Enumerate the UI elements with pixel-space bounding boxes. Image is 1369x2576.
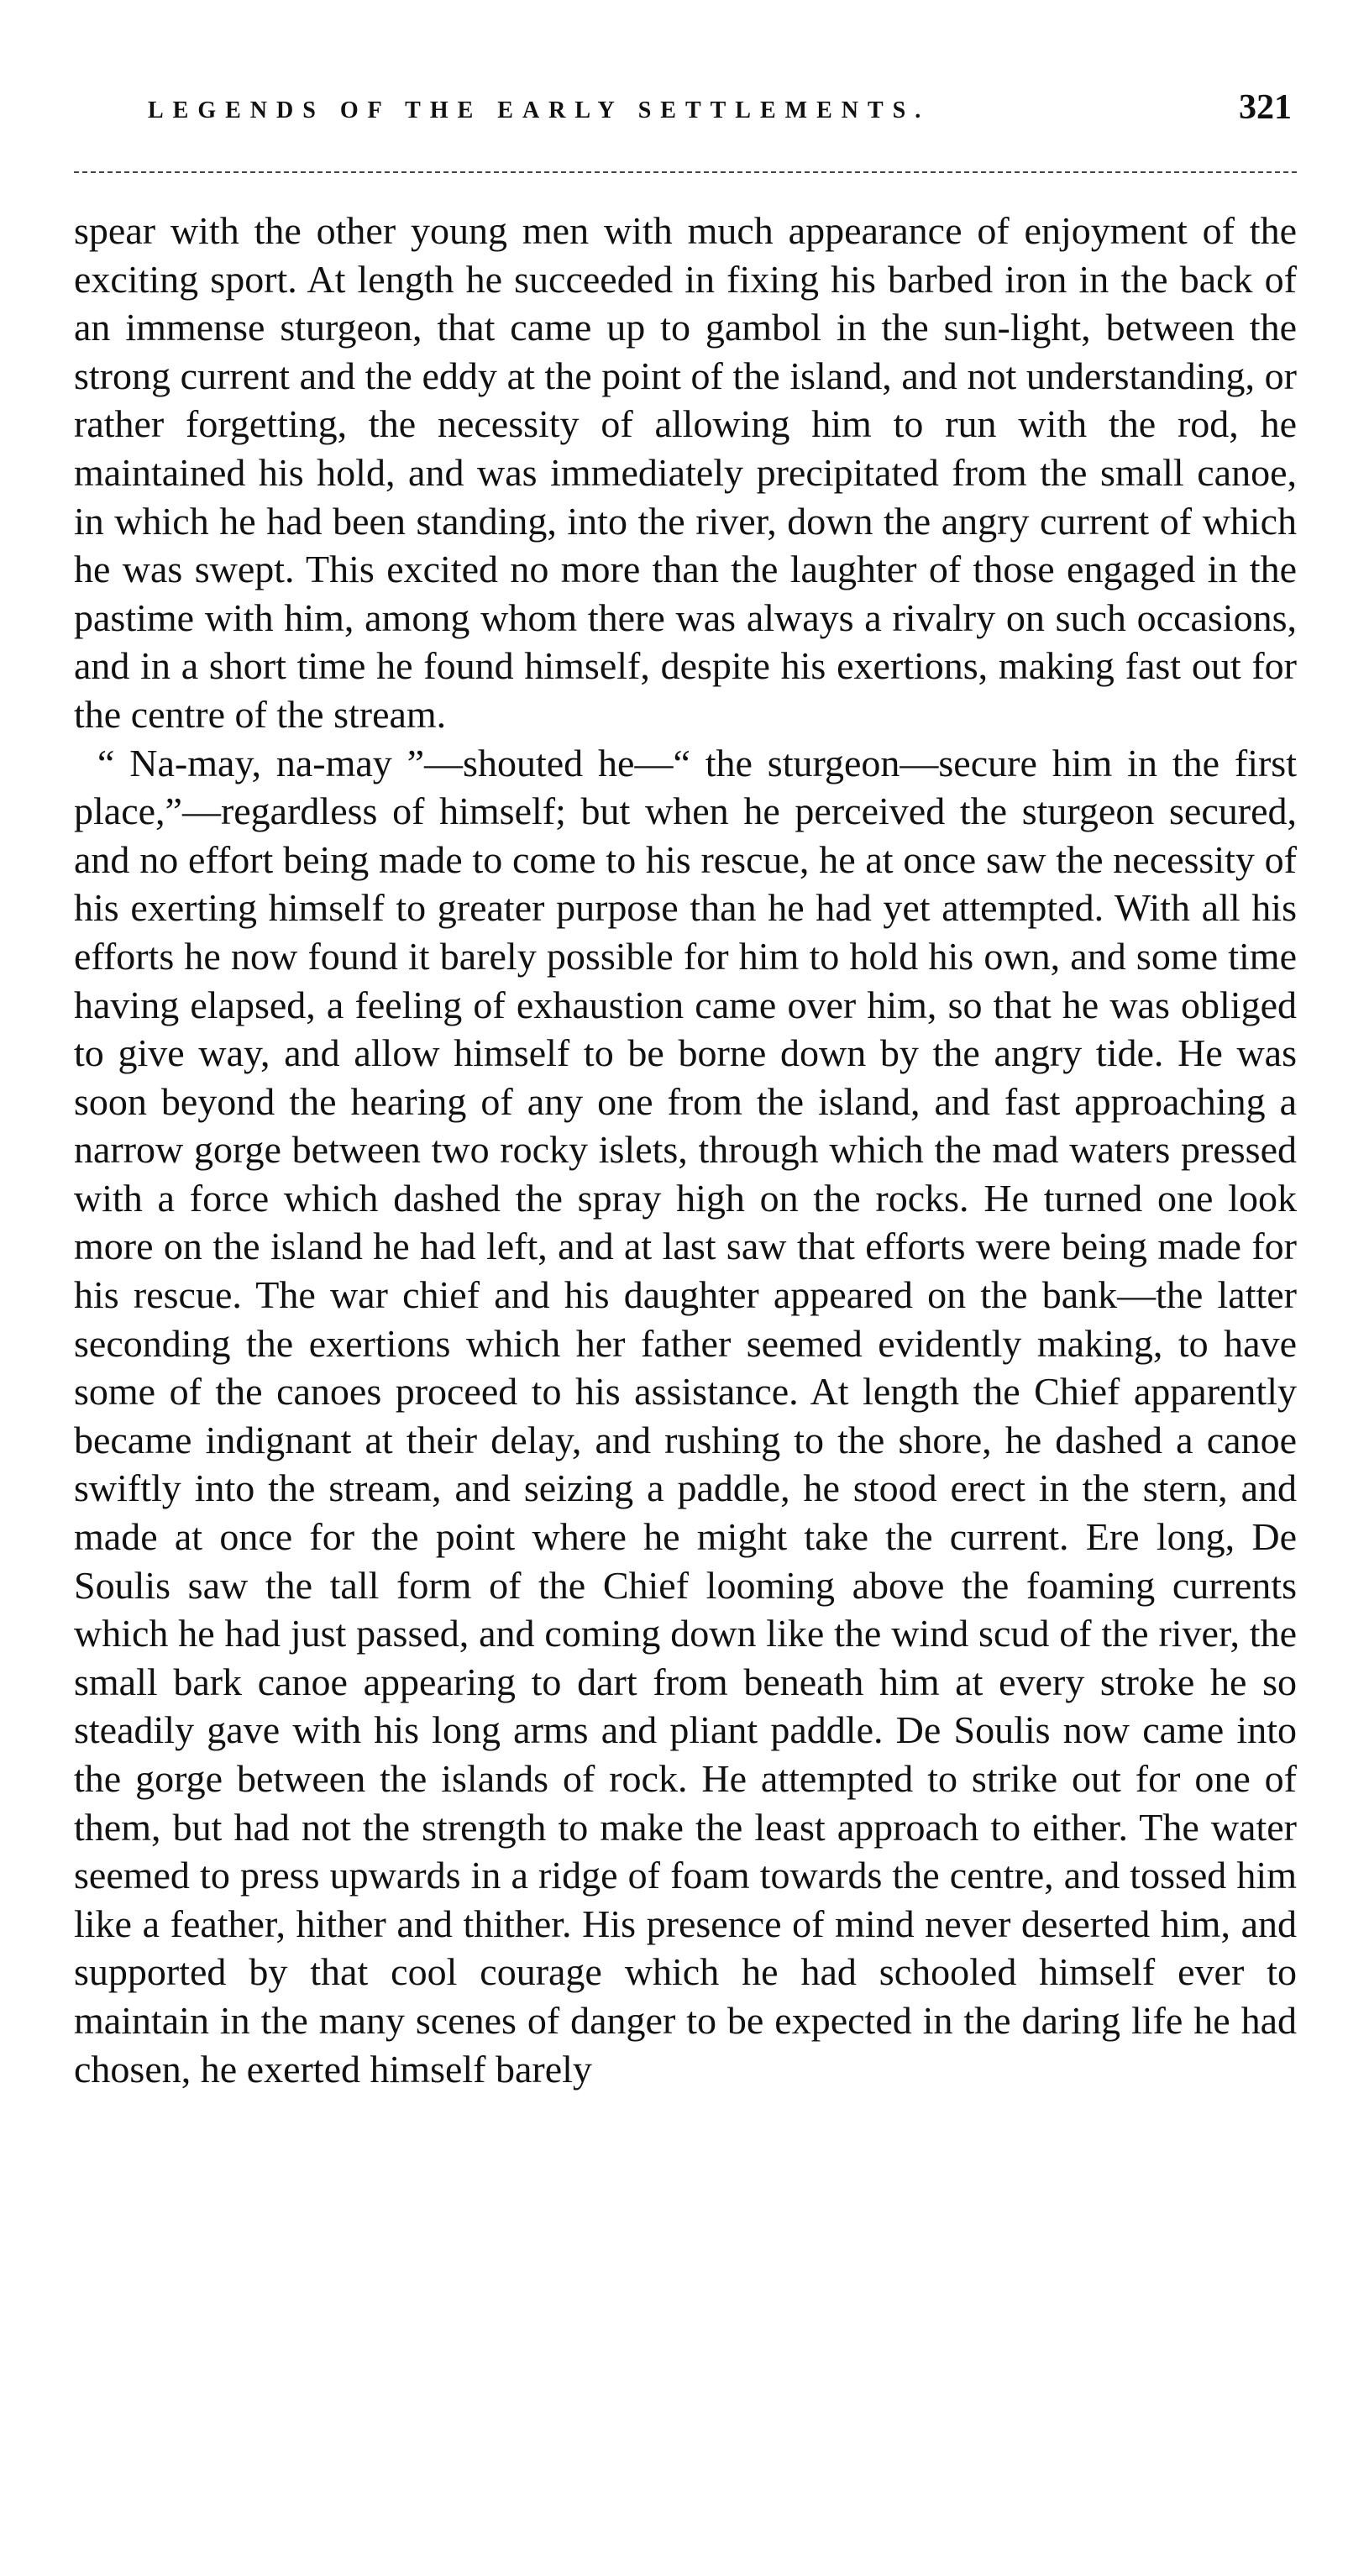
page-number: 321: [1239, 88, 1292, 127]
paragraph-rescue: “ Na-may, na-may ”—shouted he—“ the sturgeon—secure him in the first place,”—regardless of himself; but when he perceived the sturgeon secured, and no effort being made to come to his rescue, he at once saw the necessity of his exerting himself to greater purpose than he had yet attempted. With all his efforts he now found it barely possible for him to hold his own, and some time having elapsed, a feeling of exhaustion came over him, so that he was obliged to give way, and allow himself to be borne down by the angry tide. He was soon beyond the hearing of any one from the island, and fast approaching a narrow gorge between two rocky islets, through which the mad waters pressed with a force which dashed the spray high on the rocks. He turned one look more on the island he had left, and at last saw that efforts were being made for his rescue. The war chief and his daughter appeared on the bank—the latter seconding the exertions which her father seemed evidently making, to have some of the canoes proceed to his assistance. At length the Chief apparently became indignant at their delay, and rushing to the shore, he dashed a canoe swiftly into the stream, and seizing a paddle, he stood erect in the stern, and made at once for the point where he might take the current. Ere long, De Soulis saw the tall form of the Chief looming above the foaming currents which he had just passed, and coming down like the wind scud of the river, the small bark canoe appearing to dart from beneath him at every stroke he so steadily gave with his long arms and pliant paddle. De Soulis now came into the gorge between the islands of rock. He attempted to strike out for one of them, but had not the strength to make the least approach to either. The water seemed to press upwards in a ridge of foam towards the centre, and tossed him like a feather, hither and thither. His presence of mind never deserted him, and supported by that cool courage which he had schooled himself ever to maintain in the many scenes of danger to be expected in the daring life he had chosen, he exerted himself barely: [74, 741, 1297, 2091]
book-page: [74, 84, 1309, 2093]
running-title: LEGENDS OF THE EARLY SETTLEMENTS.: [148, 97, 931, 123]
body-text: [74, 207, 1297, 2093]
header-rule: [74, 171, 1297, 173]
paragraph-continued: spear with the other young men with much appearance of enjoyment of the exciting sport. At length he succeeded in fixing his barbed iron in the back of an immense sturgeon, that came up to gambol in the sun-light, between the strong current and the eddy at the point of the island, and not understanding, or rather forgetting, the necessity of allowing him to run with the rod, he maintained his hold, and was immediately precipitated from the small canoe, in which he had been standing, into the river, down the angry current of which he was swept. This excited no more than the laughter of those engaged in the pastime with him, among whom there was always a rivalry on such occasions, and in a short time he found himself, despite his exertions, making fast out for the centre of the stream.: [74, 209, 1297, 736]
running-head: [74, 84, 1309, 134]
